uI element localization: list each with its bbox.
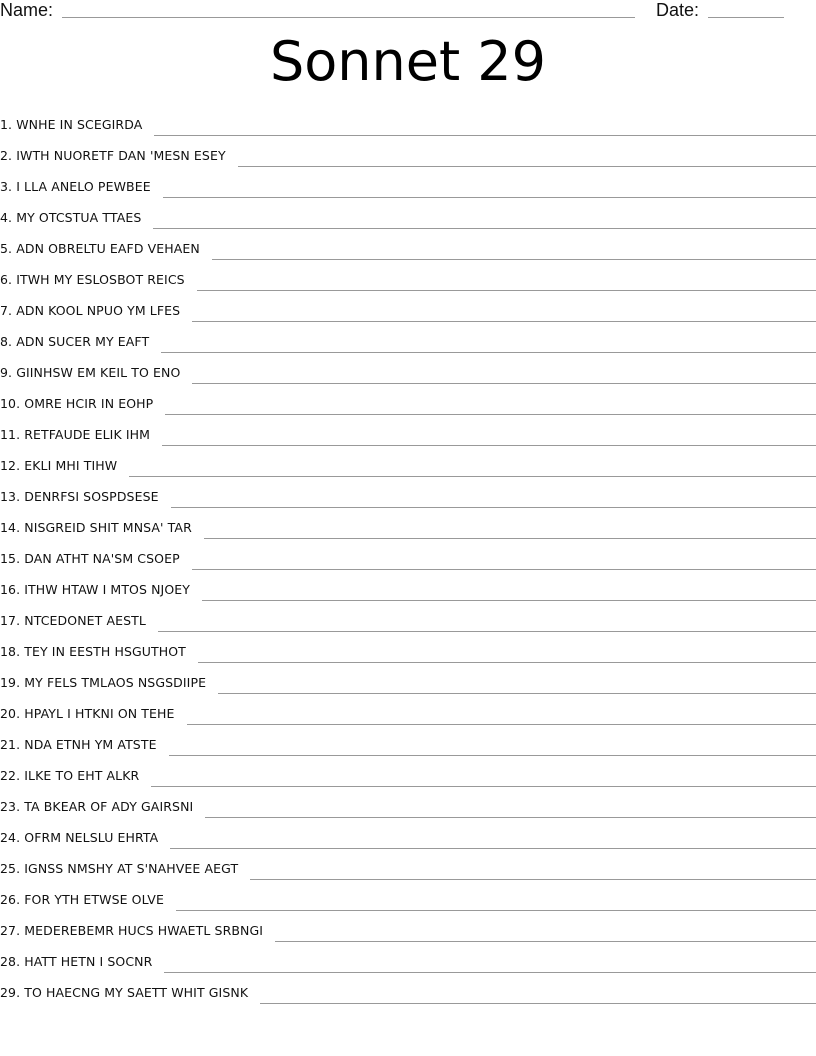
list-item — [0, 139, 816, 170]
scrambled-word: 9. GIINHSW EM KEIL TO ENO — [0, 365, 181, 380]
scrambled-word: 21. NDA ETNH YM ATSTE — [0, 737, 157, 752]
list-item — [0, 480, 816, 511]
scramble-list — [0, 108, 816, 1007]
scrambled-word: 13. DENRFSI SOSPDSESE — [0, 489, 159, 504]
scrambled-word: 5. ADN OBRELTU EAFD VEHAEN — [0, 241, 200, 256]
list-item — [0, 728, 816, 759]
list-item — [0, 697, 816, 728]
scrambled-word: 7. ADN KOOL NPUO YM LFES — [0, 303, 181, 318]
list-item — [0, 759, 816, 790]
scrambled-word: 6. ITWH MY ESLOSBOT REICS — [0, 272, 185, 287]
answer-line[interactable] — [250, 879, 816, 880]
list-item — [0, 356, 816, 387]
scrambled-word: 12. EKLI MHI TIHW — [0, 458, 118, 473]
scrambled-word: 1. WNHE IN SCEGIRDA — [0, 117, 143, 132]
list-item — [0, 449, 816, 480]
scrambled-word: 19. MY FELS TMLAOS NSGSDIIPE — [0, 675, 207, 690]
page-title: Sonnet 29 — [269, 30, 547, 93]
scrambled-word: 10. OMRE HCIR IN EOHP — [0, 396, 154, 411]
scrambled-word: 20. HPAYL I HTKNI ON TEHE — [0, 706, 175, 721]
answer-line[interactable] — [161, 352, 816, 353]
answer-line[interactable] — [260, 1003, 816, 1004]
worksheet-header — [0, 0, 816, 26]
list-item — [0, 263, 816, 294]
list-item — [0, 232, 816, 263]
answer-line[interactable] — [238, 166, 816, 167]
answer-line[interactable] — [212, 259, 816, 260]
scrambled-word: 27. MEDEREBEMR HUCS HWAETL SRBNGI — [0, 923, 264, 938]
scrambled-word: 8. ADN SUCER MY EAFT — [0, 334, 150, 349]
answer-line[interactable] — [171, 507, 816, 508]
list-item — [0, 418, 816, 449]
list-item — [0, 573, 816, 604]
answer-line[interactable] — [198, 662, 816, 663]
scrambled-word: 2. IWTH NUORETF DAN 'MESN ESEY — [0, 148, 226, 163]
answer-line[interactable] — [275, 941, 816, 942]
list-item — [0, 387, 816, 418]
date-field-line[interactable] — [708, 17, 784, 18]
scrambled-word: 16. ITHW HTAW I MTOS NJOEY — [0, 582, 191, 597]
answer-line[interactable] — [163, 197, 816, 198]
scrambled-word: 14. NISGREID SHIT MNSA' TAR — [0, 520, 192, 535]
answer-line[interactable] — [204, 538, 816, 539]
scrambled-word: 24. OFRM NELSLU EHRTA — [0, 830, 159, 845]
scrambled-word: 15. DAN ATHT NA'SM CSOEP — [0, 551, 180, 566]
answer-line[interactable] — [162, 445, 816, 446]
scrambled-word: 28. HATT HETN I SOCNR — [0, 954, 153, 969]
list-item — [0, 790, 816, 821]
answer-line[interactable] — [218, 693, 816, 694]
answer-line[interactable] — [176, 910, 816, 911]
list-item — [0, 852, 816, 883]
answer-line[interactable] — [169, 755, 816, 756]
scrambled-word: 3. I LLA ANELO PEWBEE — [0, 179, 151, 194]
list-item — [0, 294, 816, 325]
answer-line[interactable] — [129, 476, 816, 477]
list-item — [0, 511, 816, 542]
answer-line[interactable] — [202, 600, 816, 601]
list-item — [0, 821, 816, 852]
answer-line[interactable] — [158, 631, 816, 632]
list-item — [0, 108, 816, 139]
answer-line[interactable] — [192, 383, 816, 384]
list-item — [0, 542, 816, 573]
scrambled-word: 23. TA BKEAR OF ADY GAIRSNI — [0, 799, 194, 814]
list-item — [0, 883, 816, 914]
scrambled-word: 18. TEY IN EESTH HSGUTHOT — [0, 644, 186, 659]
date-label: Date: — [656, 0, 700, 20]
scrambled-word: 11. RETFAUDE ELIK IHM — [0, 427, 151, 442]
list-item — [0, 666, 816, 697]
answer-line[interactable] — [170, 848, 816, 849]
answer-line[interactable] — [205, 817, 816, 818]
answer-line[interactable] — [192, 321, 816, 322]
name-field-line[interactable] — [62, 17, 635, 18]
name-label: Name: — [0, 0, 54, 20]
answer-line[interactable] — [197, 290, 816, 291]
list-item — [0, 945, 816, 976]
scrambled-word: 26. FOR YTH ETWSE OLVE — [0, 892, 164, 907]
answer-line[interactable] — [165, 414, 816, 415]
answer-line[interactable] — [154, 135, 816, 136]
scrambled-word: 25. IGNSS NMSHY AT S'NAHVEE AEGT — [0, 861, 239, 876]
list-item — [0, 201, 816, 232]
answer-line[interactable] — [153, 228, 816, 229]
list-item — [0, 170, 816, 201]
scrambled-word: 22. ILKE TO EHT ALKR — [0, 768, 140, 783]
answer-line[interactable] — [192, 569, 816, 570]
list-item — [0, 325, 816, 356]
answer-line[interactable] — [151, 786, 816, 787]
scrambled-word: 4. MY OTCSTUA TTAES — [0, 210, 142, 225]
list-item — [0, 635, 816, 666]
answer-line[interactable] — [187, 724, 816, 725]
list-item — [0, 604, 816, 635]
list-item — [0, 914, 816, 945]
scrambled-word: 29. TO HAECNG MY SAETT WHIT GISNK — [0, 985, 249, 1000]
list-item — [0, 976, 816, 1007]
scrambled-word: 17. NTCEDONET AESTL — [0, 613, 146, 628]
answer-line[interactable] — [164, 972, 816, 973]
